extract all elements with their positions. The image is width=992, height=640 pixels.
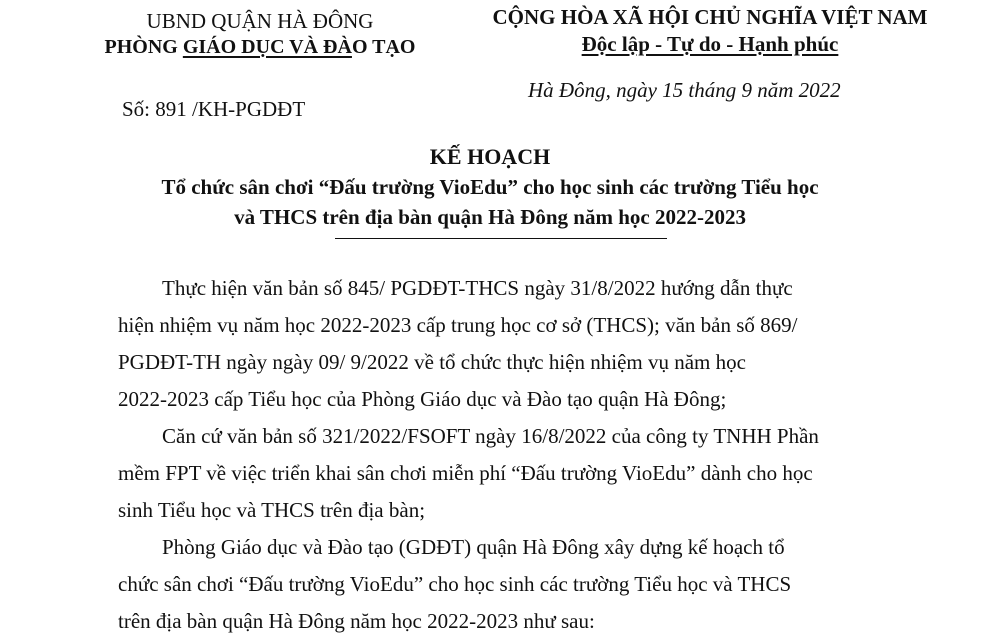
title-line-1: Tổ chức sân chơi “Đấu trường VioEdu” cho học sinh các trường Tiểu học — [161, 175, 819, 199]
paragraph-line: mềm FPT về việc triển khai sân chơi miễn phí “Đấu trường VioEdu” dành cho học — [118, 461, 813, 485]
paragraph-line: hiện nhiệm vụ năm học 2022-2023 cấp trung học cơ sở (THCS); văn bản số 869/ — [118, 313, 798, 337]
issue-date: Hà Đông, ngày 15 tháng 9 năm 2022 — [528, 78, 841, 102]
paragraph-2 — [118, 418, 908, 529]
document-title — [60, 142, 920, 232]
district-name: UBND QUẬN HÀ ĐÔNG — [146, 9, 374, 33]
department-name — [60, 34, 460, 60]
paragraph-line: 2022-2023 cấp Tiểu học của Phòng Giáo dục và Đào tạo quận Hà Đông; — [118, 387, 727, 411]
title-divider — [335, 238, 667, 239]
department-name-suffix: O TẠO — [351, 36, 416, 58]
paragraph-line: Căn cứ văn bản số 321/2022/FSOFT ngày 16/8/2022 của công ty TNHH Phần — [162, 424, 819, 448]
title-line-2: và THCS trên địa bàn quận Hà Đông năm học 2022-2023 — [234, 205, 746, 229]
paragraph-line: chức sân chơi “Đấu trường VioEdu” cho học sinh các trường Tiểu học và THCS — [118, 572, 792, 596]
national-motto-text: Độc lập - Tự do - Hạnh phúc — [581, 32, 839, 56]
department-name-prefix: PHÒNG — [104, 36, 183, 58]
national-motto — [455, 30, 965, 58]
issuing-authority — [60, 8, 460, 60]
document-type: KẾ HOẠCH — [429, 144, 551, 169]
department-name-underlined: GIÁO DỤC VÀ ĐÀ — [182, 36, 352, 58]
paragraph-3 — [118, 529, 908, 640]
paragraph-line: sinh Tiểu học và THCS trên địa bàn; — [118, 498, 426, 522]
paragraph-line: Thực hiện văn bản số 845/ PGDĐT-THCS ngày 31/8/2022 hướng dẫn thực — [162, 276, 793, 300]
national-header — [455, 4, 965, 58]
paragraph-line: Phòng Giáo dục và Đào tạo (GDĐT) quận Hà Đông xây dựng kế hoạch tổ — [162, 535, 785, 559]
paragraph-1 — [118, 270, 908, 418]
paragraph-line: trên địa bàn quận Hà Đông năm học 2022-2023 như sau: — [118, 609, 595, 633]
nation-name: CỘNG HÒA XÃ HỘI CHỦ NGHĨA VIỆT NAM — [492, 5, 928, 29]
document-number: Số: 891 /KH-PGDĐT — [122, 97, 306, 121]
paragraph-line: PGDĐT-TH ngày ngày 09/ 9/2022 về tổ chức thực hiện nhiệm vụ năm học — [118, 350, 746, 374]
